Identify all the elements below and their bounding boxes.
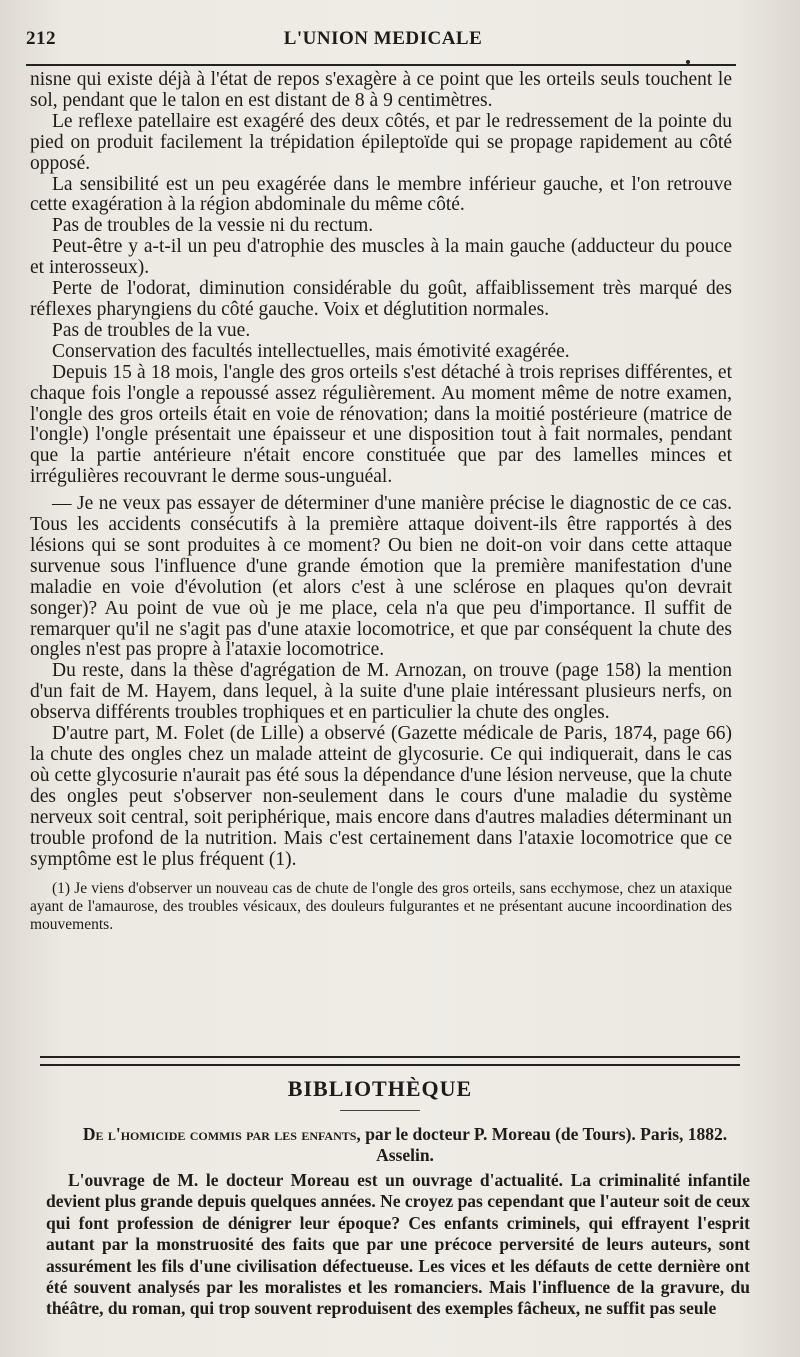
paragraph: Peut-être y a-t-il un peu d'atrophie des muscles à la main gauche (adducteur du pouce et interosseux).: [30, 236, 732, 279]
article-body: [30, 70, 732, 934]
paragraph: — Je ne veux pas essayer de déterminer d'une manière précise le diagnostic de ce cas. Tous les accidents consécutifs à la première attaque doivent-ils être rapportés à des lésions qui se sont produites à ce moment? Ou bien ne doit-on voir dans cette attaque survenue sous l'influence d'une grande émotion que la première manifestation d'une maladie en voie d'évolution (et alors c'est à une sclérose en plaques qu'on devrait songer)? Au point de vue où je me place, cela n'a que peu d'importance. Il suffit de remarquer qu'il ne s'agit pas d'une ataxie locomotrice, et que par conséquent la chute des ongles n'est pas propre à l'ataxie locomotrice.: [30, 493, 732, 661]
paragraph: Perte de l'odorat, diminution considérable du goût, affaiblissement très marqué des réflexes pharyngiens du côté gauche. Voix et déglutition normales.: [30, 278, 732, 320]
review-book-title: De l'homicide commis par les enfants,: [82, 1124, 361, 1144]
header-rule: [26, 64, 736, 66]
section-title: BIBLIOTHÈQUE: [287, 1076, 473, 1101]
journal-title: L'UNION MEDICALE: [283, 28, 483, 49]
paragraph: Depuis 15 à 18 mois, l'angle des gros orteils s'est détaché à trois reprises différentes, et chaque fois l'ongle a repoussé assez régulièrement. Au moment même de notre examen, l'ongle des gros orteils était en voie de rénovation; dans la moitié postérieure (matrice de l'ongle) l'ongle présentait une épaisseur et une disposition tout à fait normales, pendant que la partie antérieure n'était encore constituée que par des lamelles minces et irrégulières recouvrant le derme sous-unguéal.: [30, 361, 732, 488]
paragraph: nisne qui existe déjà à l'état de repos s'exagère à ce point que les orteils seuls touchent le sol, pendant que le talon en est distant de 8 à 9 centimètres.: [30, 69, 732, 111]
paragraph: Conservation des facultés intellectuelles, mais émotivité exagérée.: [52, 340, 570, 362]
review-body: [46, 1170, 750, 1320]
footnote: (1) Je viens d'observer un nouveau cas de chute de l'ongle des gros orteils, sans ecchymose, chez un ataxique ayant de l'amaurose, des troubles vésicaux, des douleurs fulgurantes et ne présentant aucune incoordination des mouvements.: [30, 880, 732, 934]
paragraph: D'autre part, M. Folet (de Lille) a observé (Gazette médicale de Paris, 1874, page 66) la chute des ongles chez un malade atteint de glycosurie. Ce qui indiquerait, dans le cas où cette glycosurie n'aurait pas été sous la dépendance d'une lésion nerveuse, que la chute des ongles peut s'observer non-seulement dans le cours d'une maladie du système nerveux soit central, soit periphérique, mais encore dans d'autres maladies déterminant un trouble profond de la nutrition. Mais c'est certainement dans l'ataxie locomotrice que ce symptôme est le plus fréquent (1).: [30, 723, 732, 870]
paragraph: Pas de troubles de la vue.: [52, 319, 251, 341]
review-book-details: par le docteur P. Moreau (de Tours). Paris, 1882. Asselin.: [360, 1124, 728, 1165]
running-header: [26, 28, 740, 58]
paragraph: Le reflexe patellaire est exagéré des deux côtés, et par le redressement de la pointe du pied on produit facilement la trépidation épileptoïde qui se propage rapidement au côté opposé.: [30, 110, 732, 174]
review-heading: [64, 1124, 746, 1166]
paragraph: La sensibilité est un peu exagérée dans le membre inférieur gauche, et l'on retrouve cette exagération à la région abdominale du même côté.: [30, 173, 732, 216]
paragraph: Pas de troubles de la vessie ni du rectum.: [52, 215, 374, 237]
title-rule: [340, 1110, 420, 1111]
page-number: 212: [26, 28, 56, 49]
paragraph: Du reste, dans la thèse d'agrégation de M. Arnozan, on trouve (page 158) la mention d'un fait de M. Hayem, dans lequel, à la suite d'une plaie intéressant plusieurs nerfs, on observa différents troubles trophiques et en particulier la chute des ongles.: [30, 660, 732, 724]
review-paragraph: L'ouvrage de M. le docteur Moreau est un ouvrage d'actualité. La criminalité infantile devient plus grande depuis quelques années. Ne croyez pas cependant que l'auteur soit de ceux qui font profession de dénigrer leur époque? Ces enfants criminels, qui effrayent l'esprit autant par la monstruosité des faits que par une précoce perversité de leurs auteurs, sont assurément les fils d'une civilisation défectueuse. Les vices et les défauts de cette dernière ont été souvent analysés par les moralistes et les romanciers. Mais l'influence de la gravure, du théâtre, du roman, qui trop souvent reproduisent des exemples fâcheux, ne suffit pas seule: [46, 1170, 750, 1319]
section-divider: [40, 1056, 740, 1066]
